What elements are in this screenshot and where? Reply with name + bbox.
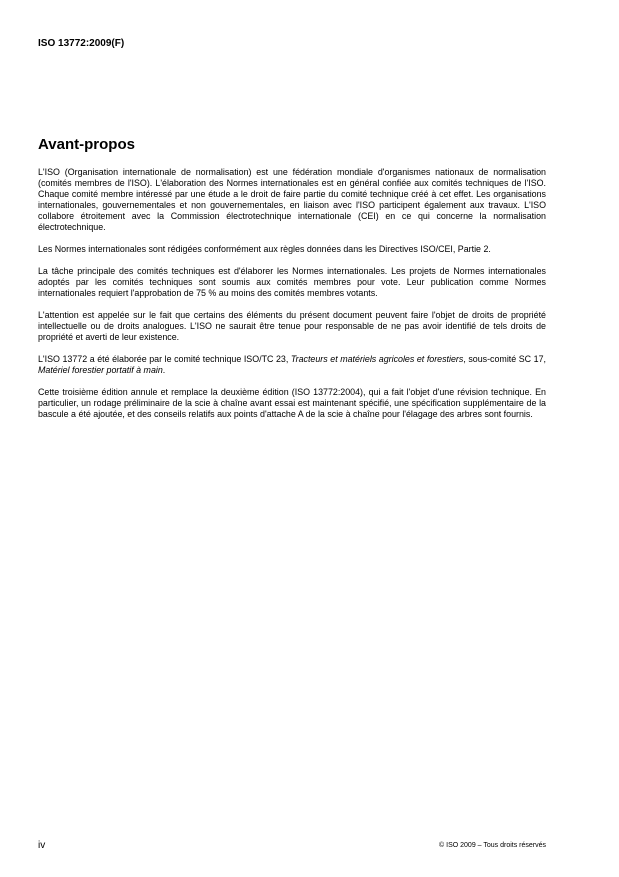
paragraph-6: Cette troisième édition annule et remplace la deuxième édition (ISO 13772:2004), qui a fait l'objet d'une révision technique. En particulier, un rodage préliminaire de la scie à chaîne avant essai est maintenant spécifié, une spécification supplémentaire de la bascule a été ajoutée, et des conseils relatifs aux points d'attache A de la scie à chaîne pour l'élagage des arbres sont fournis. <box>38 387 546 419</box>
foreword-body <box>38 167 546 431</box>
paragraph-4: L'attention est appelée sur le fait que certains des éléments du présent document peuvent faire l'objet de droits de propriété intellectuelle ou de droits analogues. L'ISO ne saurait être tenue pour responsable de ne pas avoir identifié de tels droits de propriété et averti de leur existence. <box>38 310 546 342</box>
p5-text-a: L'ISO 13772 a été élaborée par le comité technique ISO/TC 23, <box>38 354 291 364</box>
copyright-notice: © ISO 2009 – Tous droits réservés <box>439 842 546 849</box>
page-number: iv <box>38 840 46 851</box>
paragraph-1: L'ISO (Organisation internationale de normalisation) est une fédération mondiale d'organismes nationaux de normalisation (comités membres de l'ISO). L'élaboration des Normes internationales est en général confiée aux comités techniques de l'ISO. Chaque comité membre intéressé par une étude a le droit de faire partie du comité technique créé à cet effet. Les organisations internationales, gouvernementales et non gouvernementales, en liaison avec l'ISO participent également aux travaux. L'ISO collabore étroitement avec la Commission électrotechnique internationale (CEI) en ce qui concerne la normalisation électrotechnique. <box>38 167 546 232</box>
paragraph-3: La tâche principale des comités techniques est d'élaborer les Normes internationales. Les projets de Normes internationales adoptés par les comités techniques sont soumis aux comités membres pour vote. Leur publication comme Normes internationales requiert l'approbation de 75 % au moins des comités membres votants. <box>38 266 546 298</box>
page-title: Avant-propos <box>38 136 135 153</box>
p5-text-c: , sous-comité SC 17, <box>463 354 546 364</box>
paragraph-2: Les Normes internationales sont rédigées conformément aux règles données dans les Directives ISO/CEI, Partie 2. <box>38 244 491 254</box>
p5-text-e: . <box>162 365 166 375</box>
subcommittee-title: Matériel forestier portatif à main <box>38 365 163 375</box>
document-id-header: ISO 13772:2009(F) <box>38 38 125 49</box>
committee-title: Tracteurs et matériels agricoles et forestiers <box>290 354 464 364</box>
paragraph-5 <box>38 354 546 376</box>
